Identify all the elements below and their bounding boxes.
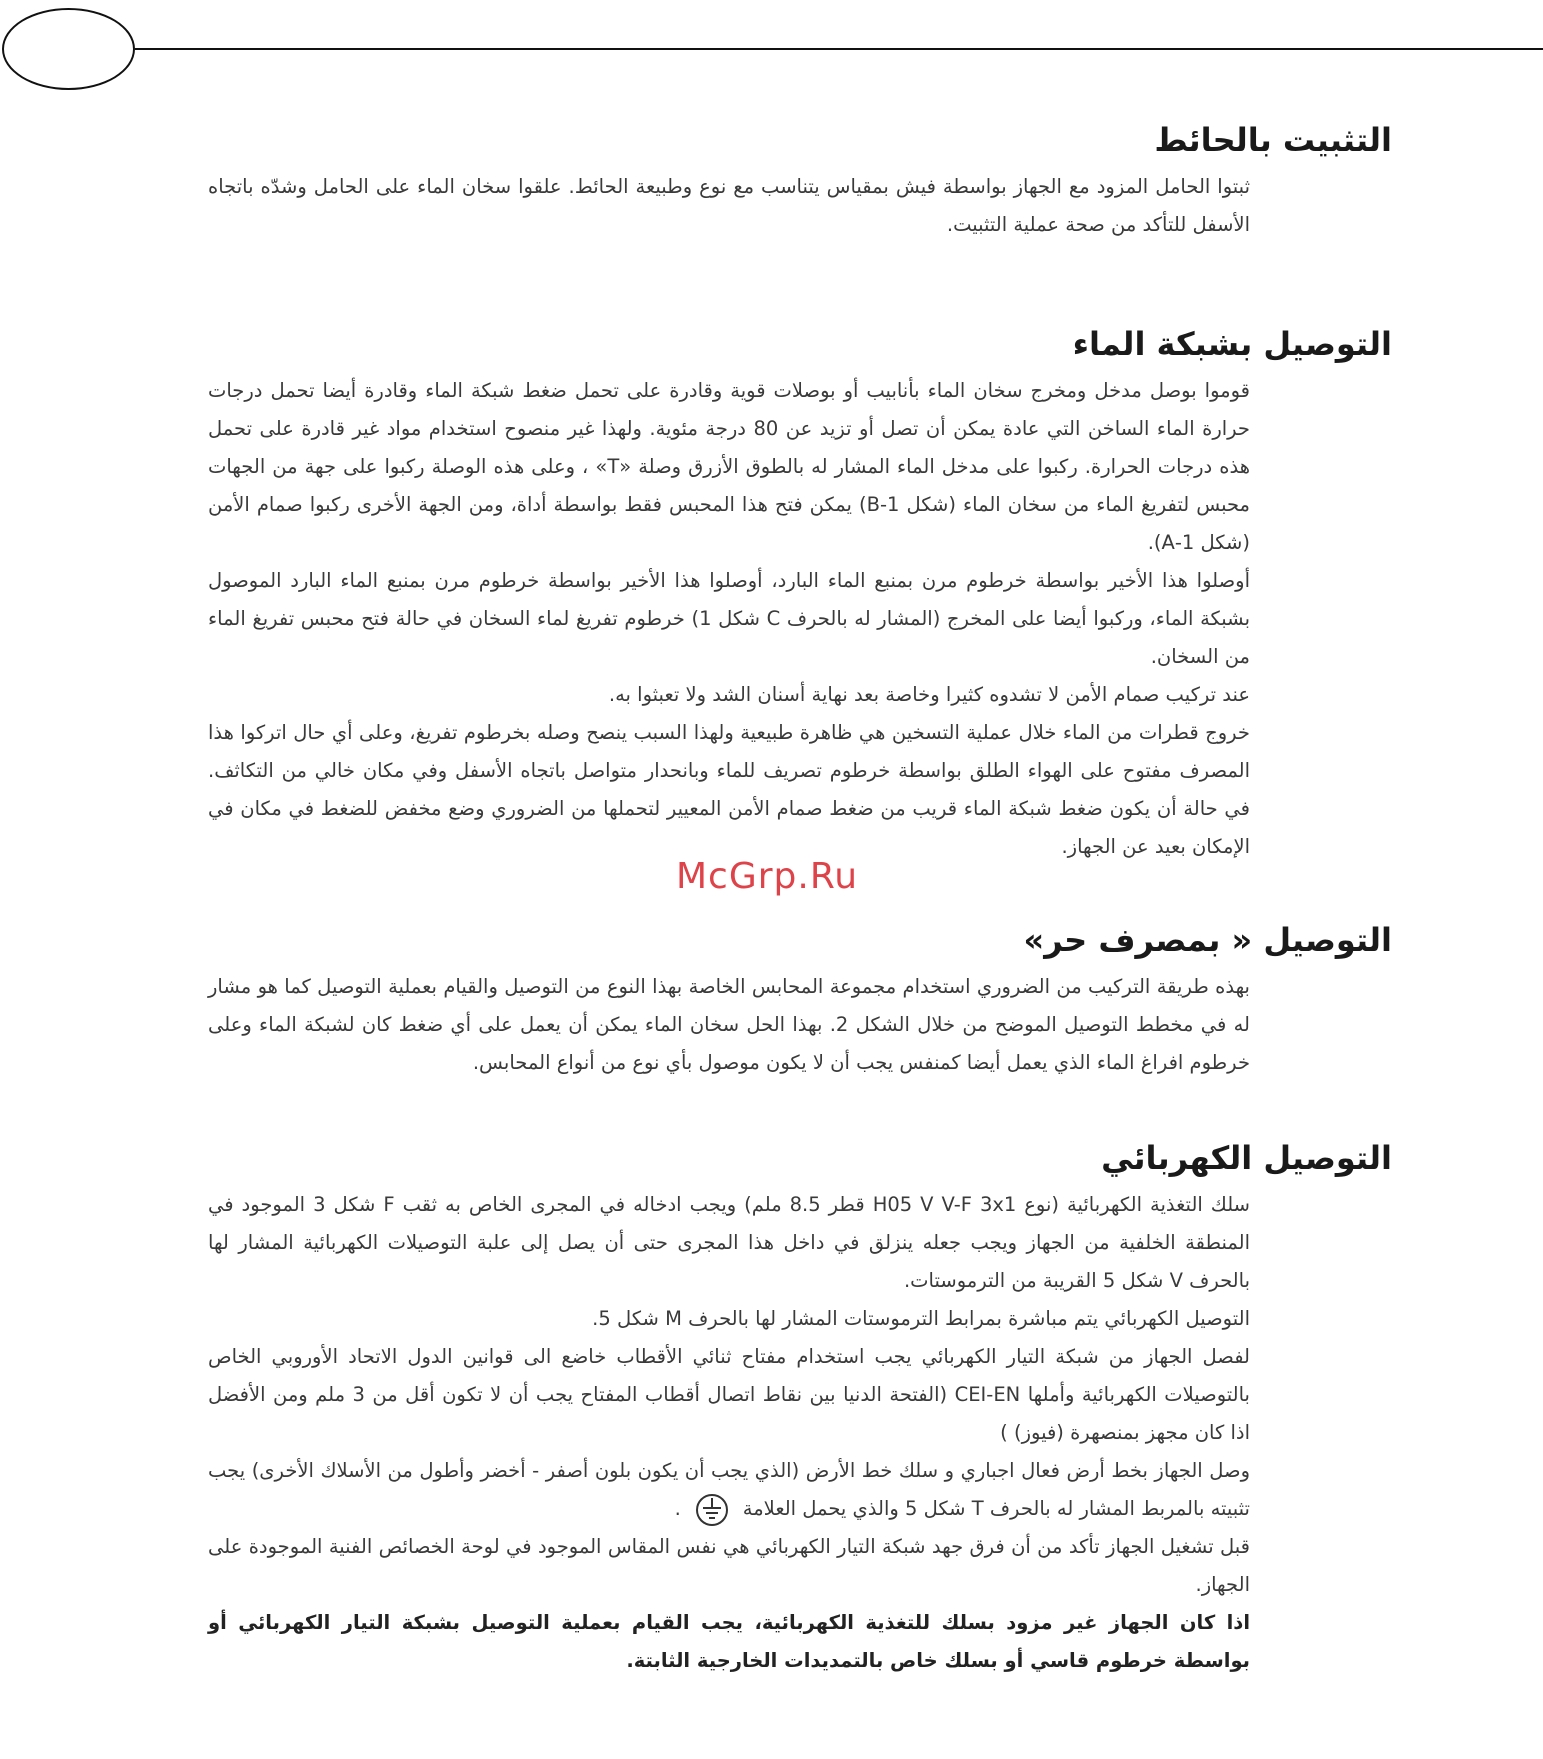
- paragraph-with-ground-symbol: [208, 1452, 1250, 1528]
- paragraph: لفصل الجهاز من شبكة التيار الكهربائي يجب استخدام مفتاح ثنائي الأقطاب خاضع الى قوانين الدول الاتحاد الأوروبي الخاص بالتوصيلات الكهربائية وأملها CEI-EN (الفتحة الدنيا بين نقاط اتصال أقطاب المفتاح يجب أن لا تكون أقل من 3 ملم ومن الأفضل اذا كان مجهز بمنصهرة (فيوز) ): [208, 1345, 1250, 1444]
- paragraph: أوصلوا هذا الأخير بواسطة خرطوم مرن بمنبع الماء البارد، أوصلوا هذا الأخير بواسطة خرطوم مرن بمنبع الماء البارد الموصول بشبكة الماء، وركبوا أيضا على المخرج (المشار له بالحرف C شكل 1) خرطوم تفريغ لماء السخان في حالة فتح محبس تفريغ الماء من السخان.: [208, 569, 1250, 668]
- paragraph-suffix: .: [674, 1497, 681, 1520]
- paragraph: التوصيل الكهربائي يتم مباشرة بمرابط الترموستات المشار لها بالحرف M شكل 5.: [592, 1307, 1250, 1330]
- section-water-connection: [208, 322, 1392, 866]
- document-body: [208, 118, 1392, 1680]
- paragraph-bold: اذا كان الجهاز غير مزود بسلك للتغذية الكهربائية، يجب القيام بعملية التوصيل بشبكة التيار الكهربائي أو بواسطة خرطوم قاسي أو بسلك خاص بالتمديدات الخارجية الثابتة.: [208, 1611, 1250, 1672]
- section-electrical-connection: [208, 1136, 1392, 1680]
- section-body: [208, 168, 1250, 244]
- paragraph: سلك التغذية الكهربائية (نوع H05 V V-F 3x1 قطر 8.5 ملم) ويجب ادخاله في المجرى الخاص به ثقب F شكل 3 الموجود في المنطقة الخلفية من الجهاز ويجب جعله ينزلق في داخل هذا المجرى حتى أن يصل إلى علبة التوصيلات الكهربائية المشار لها بالحرف V شكل 5 القريبة من الترموستات.: [208, 1193, 1251, 1292]
- section-title: التوصيل « بمصرف حر»: [1023, 921, 1392, 959]
- section-body: [208, 968, 1250, 1082]
- paragraph: عند تركيب صمام الأمن لا تشدوه كثيرا وخاصة بعد نهاية أسنان الشد ولا تعبثوا به.: [608, 683, 1250, 706]
- paragraph: ثبتوا الحامل المزود مع الجهاز بواسطة فيش بمقياس يتناسب مع نوع وطبيعة الحائط. علقوا سخان الماء على الحامل وشدّه باتجاه الأسفل للتأكد من صحة عملية التثبيت.: [208, 175, 1250, 236]
- paragraph-text: وصل الجهاز بخط أرض فعال اجباري و سلك خط الأرض (الذي يجب أن يكون بلون أصفر - أخضر وأطول من الأسلاك الأخرى) يجب تثبيته بالمربط المشار له بالحرف T شكل 5 والذي يحمل العلامة: [208, 1459, 1250, 1520]
- section-title: التوصيل بشبكة الماء: [1072, 325, 1392, 363]
- paragraph: خروج قطرات من الماء خلال عملية التسخين هي ظاهرة طبيعية ولهذا السبب ينصح وصله بخرطوم تفريغ، وعلى أي حال اتركوا هذا المصرف مفتوح على الهواء الطلق بواسطة خرطوم تصريف للماء وبانحدار متواصل باتجاه الأسفل وفي مكان خالي من التكاثف. في حالة أن يكون ضغط شبكة الماء قريب من ضغط صمام الأمن المعيير لتحملها من الضروري وضع مخفض للضغط في مكان في الإمكان بعيد عن الجهاز.: [208, 721, 1250, 858]
- section-free-drain: [208, 918, 1392, 1082]
- section-title: التوصيل الكهربائي: [1101, 1139, 1392, 1177]
- ground-icon: [695, 1493, 729, 1527]
- section-title: التثبيت بالحائط: [1154, 121, 1392, 159]
- page-number-oval: [2, 8, 135, 90]
- paragraph: قبل تشغيل الجهاز تأكد من أن فرق جهد شبكة التيار الكهربائي هي نفس المقاس الموجود في لوحة الخصائص الفنية الموجودة على الجهاز.: [208, 1535, 1250, 1596]
- section-body: [208, 372, 1250, 866]
- paragraph: بهذه طريقة التركيب من الضروري استخدام مجموعة المحابس الخاصة بهذا النوع من التوصيل والقيام بعملية التوصيل كما هو مشار له في مخطط التوصيل الموضح من خلال الشكل 2. بهذا الحل سخان الماء يمكن أن يعمل على أي ضغط كان لشبكة الماء وعلى خرطوم افراغ الماء الذي يعمل أيضا كمنفس يجب أن لا يكون موصول بأي نوع من أنواع المحابس.: [208, 975, 1250, 1074]
- section-wall-mounting: [208, 118, 1392, 244]
- header-rule: [135, 48, 1543, 50]
- paragraph: قوموا بوصل مدخل ومخرج سخان الماء بأنابيب أو بوصلات قوية وقادرة على تحمل ضغط شبكة الماء وقادرة أيضا تحمل درجات حرارة الماء الساخن التي عادة يمكن أن تصل أو تزيد عن 80 درجة مئوية. ولهذا غير منصوح استخدام مواد غير قادرة على تحمل هذه درجات الحرارة. ركبوا على مدخل الماء المشار له بالطوق الأزرق وصلة «T» ، وعلى هذه الوصلة ركبوا على جهة من الجهات محبس لتفريغ الماء من سخان الماء (شكل 1-B) يمكن فتح هذا المحبس فقط بواسطة أداة، ومن الجهة الأخرى ركبوا صمام الأمن (شكل 1-A).: [208, 379, 1250, 554]
- section-body: [208, 1186, 1250, 1680]
- watermark: McGrp.Ru: [676, 856, 859, 897]
